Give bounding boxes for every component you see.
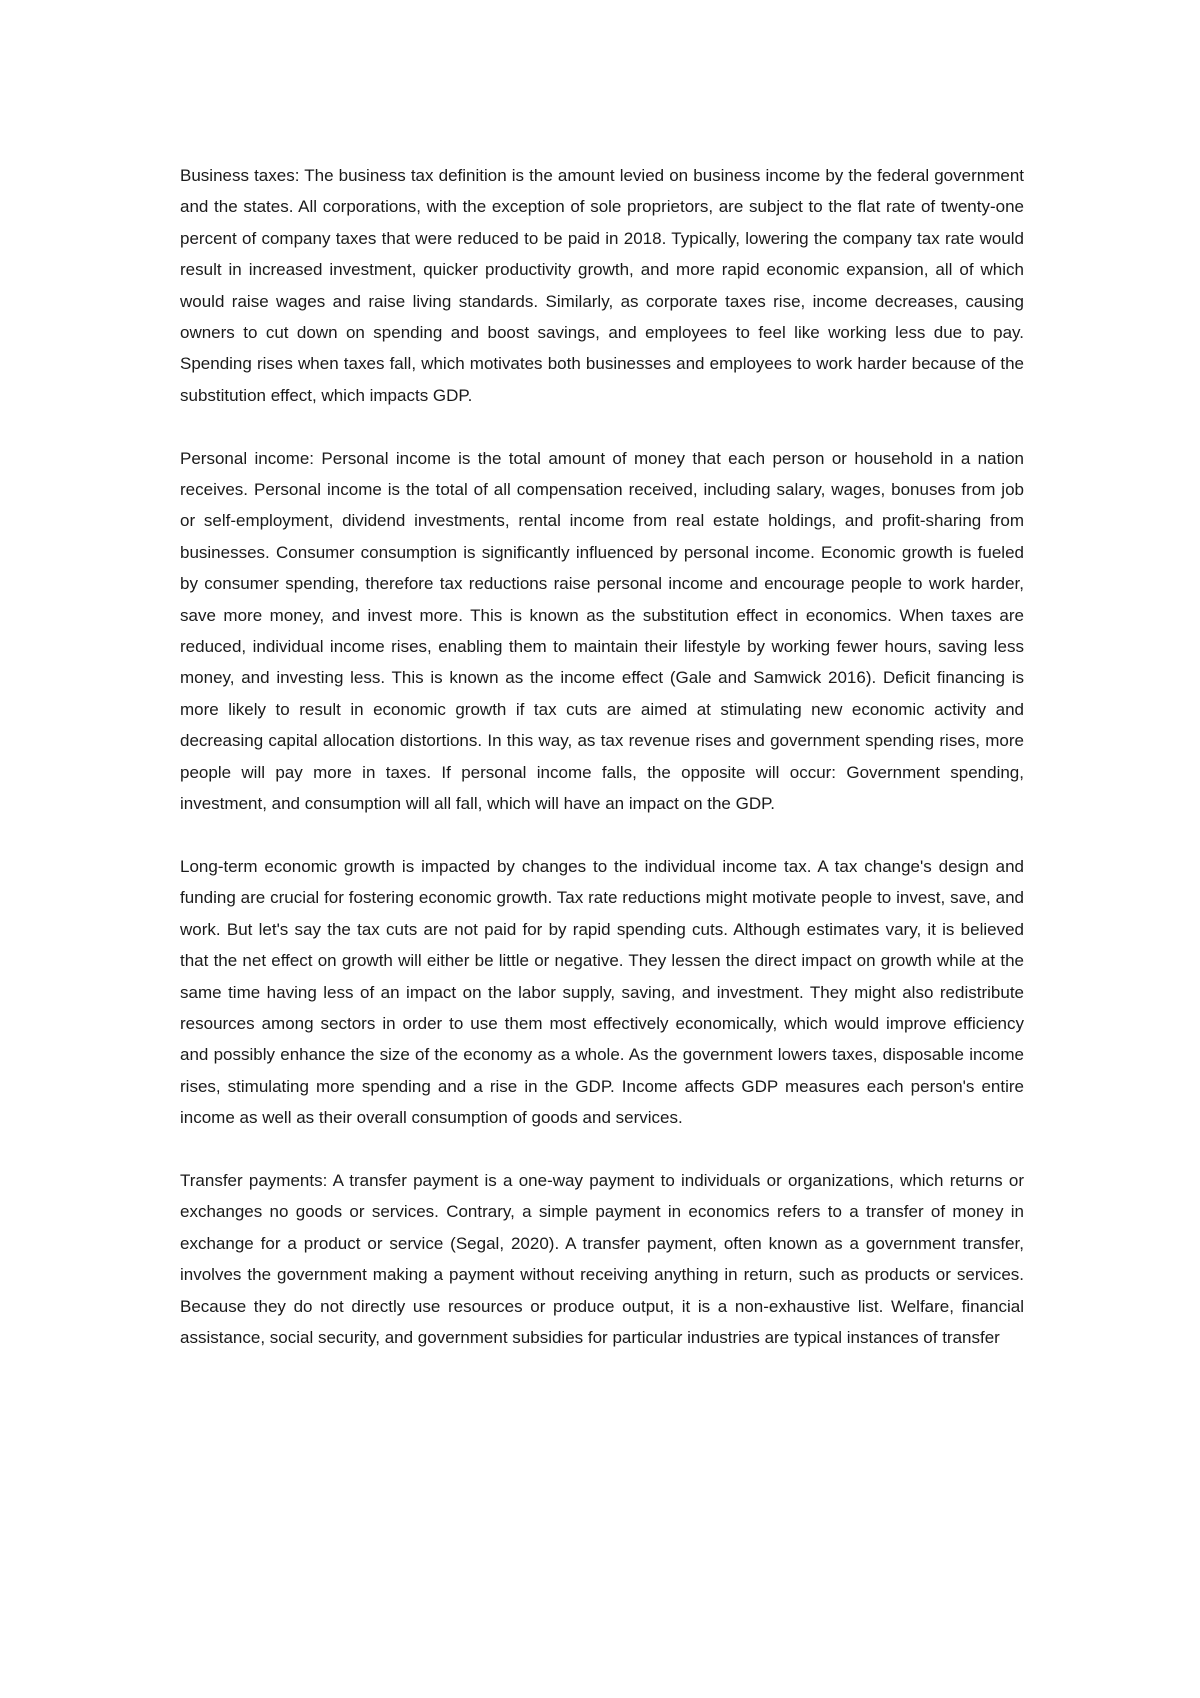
paragraph-personal-income: Personal income: Personal income is the total amount of money that each person or household in a nation receives. Personal income is the total of all compensation received, including salary, wages, bonuses from job or self-employment, dividend investments, rental income from real estate holdings, and profit-sharing from businesses. Consumer consumption is significantly influenced by personal income. Economic growth is fueled by consumer spending, therefore tax reductions raise personal income and encourage people to work harder, save more money, and invest more. This is known as the substitution effect in economics. When taxes are reduced, individual income rises, enabling them to maintain their lifestyle by working fewer hours, saving less money, and investing less. This is known as the income effect (Gale and Samwick 2016). Deficit financing is more likely to result in economic growth if tax cuts are aimed at stimulating new economic activity and decreasing capital allocation distortions. In this way, as tax revenue rises and government spending rises, more people will pay more in taxes. If personal income falls, the opposite will occur: Government spending, investment, and consumption will all fall, which will have an impact on the GDP.	[180, 448, 1024, 814]
document-body	[180, 160, 1024, 1353]
paragraph-transfer-payments: Transfer payments: A transfer payment is a one-way payment to individuals or organizations, which returns or exchanges no goods or services. Contrary, a simple payment in economics refers to a transfer of money in exchange for a product or service (Segal, 2020). A transfer payment, often known as a government transfer, involves the government making a payment without receiving anything in return, such as products or services. Because they do not directly use resources or produce output, it is a non-exhaustive list. Welfare, financial assistance, social security, and government subsidies for particular industries are typical instances of transfer	[180, 1170, 1024, 1347]
paragraph-long-term-growth: Long-term economic growth is impacted by changes to the individual income tax. A tax change's design and funding are crucial for fostering economic growth. Tax rate reductions might motivate people to invest, save, and work. But let's say the tax cuts are not paid for by rapid spending cuts. Although estimates vary, it is believed that the net effect on growth will either be little or negative. They lessen the direct impact on growth while at the same time having less of an impact on the labor supply, saving, and investment. They might also redistribute resources among sectors in order to use them most effectively economically, which would improve efficiency and possibly enhance the size of the economy as a whole. As the government lowers taxes, disposable income rises, stimulating more spending and a rise in the GDP. Income affects GDP measures each person's entire income as well as their overall consumption of goods and services.	[180, 856, 1024, 1128]
paragraph-business-taxes: Business taxes: The business tax definition is the amount levied on business income by the federal government and the states. All corporations, with the exception of sole proprietors, are subject to the flat rate of twenty-one percent of company taxes that were reduced to be paid in 2018. Typically, lowering the company tax rate would result in increased investment, quicker productivity growth, and more rapid economic expansion, all of which would raise wages and raise living standards. Similarly, as corporate taxes rise, income decreases, causing owners to cut down on spending and boost savings, and employees to feel like working less due to pay. Spending rises when taxes fall, which motivates both businesses and employees to work harder because of the substitution effect, which impacts GDP.	[180, 166, 1024, 405]
